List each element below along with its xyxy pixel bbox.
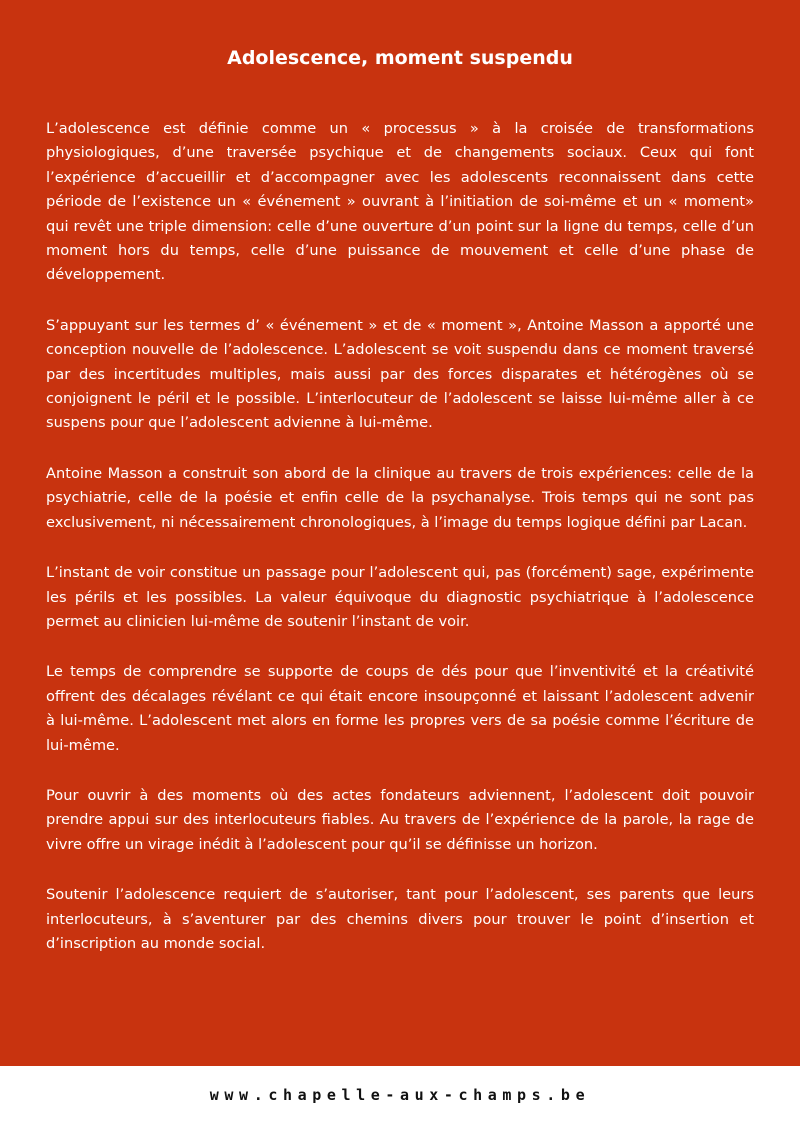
paragraph: S’appuyant sur les termes d’ « événement » et de « moment », Antoine Masson a apporté une conception nouvelle de l’adolescence. L’adolescent se voit suspendu dans ce moment traversé par des incertitudes multiples, mais aussi par des forces disparates et hétérogènes où se conjoignent le péril et le possible. L’interlocuteur de l’adolescent se laisse lui-même aller à ce suspens pour que l’adolescent advienne à lui-même. bbox=[46, 316, 754, 432]
paragraph: L’instant de voir constitue un passage pour l’adolescent qui, pas (forcément) sage, expérimente les périls et les possibles. La valeur équivoque du diagnostic psychiatrique à l’adolescence permet au clinicien lui-même de soutenir l’instant de voir. bbox=[46, 564, 754, 630]
paragraph: Le temps de comprendre se supporte de coups de dés pour que l’inventivité et la créativité offrent des décalages révélant ce qui était encore insoupçonné et laissant l’adolescent advenir à lui-même. L’adolescent met alors en forme les propres vers de sa poésie comme l’écriture de lui-même. bbox=[46, 663, 754, 754]
paragraph: Pour ouvrir à des moments où des actes fondateurs adviennent, l’adolescent doit pouvoir prendre appui sur des interlocuteurs fiables. Au travers de l’expérience de la parole, la rage de vivre offre un virage inédit à l’adolescent pour qu’il se définisse un horizon. bbox=[46, 786, 754, 853]
page-title: Adolescence, moment suspendu bbox=[227, 47, 573, 69]
paragraph: Soutenir l’adolescence requiert de s’autoriser, tant pour l’adolescent, ses parents que leurs interlocuteurs, à s’aventurer par des chemins divers pour trouver le point d’insertion et d’inscription au monde social. bbox=[46, 886, 754, 952]
website-link[interactable]: www.chapelle-aux-champs.be bbox=[209, 1086, 591, 1104]
footer bbox=[0, 1066, 800, 1132]
body-text bbox=[46, 117, 754, 956]
paragraph: L’adolescence est définie comme un « processus » à la croisée de transformations physiologiques, d’une traversée psychique et de changements sociaux. Ceux qui font l’expérience d’accueillir et d’accompagner avec les adolescents reconnaissent dans cette période de l’existence un « événement » ouvrant à l’initiation de soi-même et un « moment» qui revêt une triple dimension: celle d’une ouverture d’un point sur la ligne du temps, celle d’un moment hors du temps, celle d’une puissance de mouvement et celle d’une phase de développement. bbox=[46, 120, 754, 284]
paragraph: Antoine Masson a construit son abord de la clinique au travers de trois expériences: celle de la psychiatrie, celle de la poésie et enfin celle de la psychanalyse. Trois temps qui ne sont pas exclusivement, ni nécessairement chronologiques, à l’image du temps logique défini par Lacan. bbox=[46, 464, 754, 531]
